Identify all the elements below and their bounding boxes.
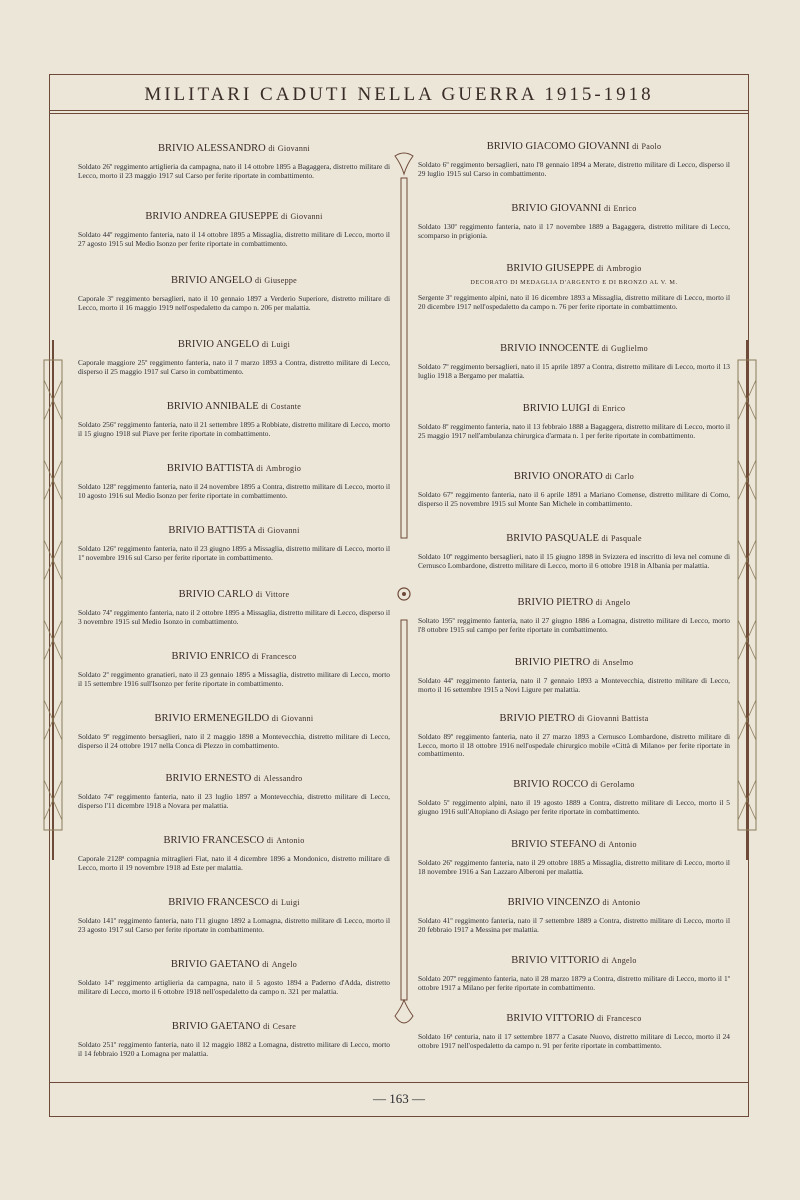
record-text: Caporale 3º reggimento bersaglieri, nato il 10 gennaio 1897 a Verderio Superiore, distretto militare di Lecco, morto il 16 maggio 1919 nell'ospedaletto da campo n. 206 per malattia.: [78, 294, 390, 312]
record-text: Soldato 6º reggimento bersaglieri, nato l'8 gennaio 1894 a Merate, distretto militare di Lecco, disperso il 29 luglio 1915 sul Carso in combattimento.: [418, 160, 730, 178]
record-text: Caporale maggiore 25º reggimento fanteria, nato il 7 marzo 1893 a Contra, distretto militare di Lecco, disperso il 25 maggio 1917 sul Carso in combattimento.: [78, 358, 390, 376]
record-text: Soldato 7º reggimento bersaglieri, nato il 15 aprile 1897 a Contra, distretto militare di Lecco, morto il 13 luglio 1918 a Bergamo per malattia.: [418, 362, 730, 380]
footer-rule: [49, 1082, 749, 1083]
decoration-note: DECORATO DI MEDAGLIA D'ARGENTO E DI BRONZO AL V. M.: [470, 279, 678, 286]
record-entry: [418, 954, 730, 992]
record-entry: [418, 202, 730, 240]
record-name: BRIVIO BATTISTA di Giovanni: [168, 525, 300, 536]
record-entry: [78, 650, 390, 688]
record-text: Soldato 26º reggimento fanteria, nato il 29 ottobre 1885 a Missaglia, distretto militare di Lecco, morto il 18 novembre 1916 a San Lazzaro Alberoni per malattia.: [418, 858, 730, 876]
record-name: BRIVIO CARLO di Vittore: [178, 589, 290, 600]
record-text: Soldato 10º reggimento bersaglieri, nato il 15 giugno 1898 in Svizzera ed inscritto di leva nel comune di Cernusco Lombardone, distretto militare di Lecco, morto il 6 ottobre 1918 in Albania per malattia.: [418, 552, 730, 570]
record-entry: [418, 778, 730, 816]
record-entry: [78, 142, 390, 180]
record-name: BRIVIO ENRICO di Francesco: [171, 651, 297, 662]
record-entry: [78, 210, 390, 248]
record-name: BRIVIO GIACOMO GIOVANNI di Paolo: [486, 141, 662, 152]
record-entry: [418, 1012, 730, 1050]
record-text: Soldato 207º reggimento fanteria, nato il 28 marzo 1879 a Contra, distretto militare di Lecco, morto il 1º ottobre 1917 a Milano per ferite riportate in combattimento.: [418, 974, 730, 992]
record-name: BRIVIO FRANCESCO di Luigi: [168, 897, 300, 908]
record-name: BRIVIO ERNESTO di Alessandro: [165, 773, 303, 784]
record-name: BRIVIO ANNIBALE di Costante: [166, 401, 302, 412]
record-name: BRIVIO PIETRO di Anselmo: [514, 657, 634, 668]
record-entry: [78, 712, 390, 750]
record-text: Soldato 16ª centuria, nato il 17 settembre 1877 a Casate Nuovo, distretto militare di Lecco, morto il 24 ottobre 1917 nell'ospedaletto da campo n. 91 per ferite riportate in combattimento.: [418, 1032, 730, 1050]
record-name: BRIVIO INNOCENTE di Guglielmo: [500, 343, 648, 354]
record-name: BRIVIO BATTISTA di Ambrogio: [166, 463, 302, 474]
record-entry: [418, 656, 730, 694]
record-text: Soldato 5º reggimento alpini, nato il 19 agosto 1889 a Contra, distretto militare di Lecco, morto il 5 giugno 1916 sull'Altopiano di Asiago per ferite riportate in combattimento.: [418, 798, 730, 816]
record-name: BRIVIO ONORATO di Carlo: [513, 471, 635, 482]
record-text: Soldato 44º reggimento fanteria, nato il 7 gennaio 1893 a Montevecchia, distretto militare di Lecco, morto il 16 settembre 1915 a Novi Ligure per malattia.: [418, 676, 730, 694]
record-entry: [418, 712, 730, 759]
record-text: Soldato 14º reggimento artiglieria da campagna, nato il 5 agosto 1894 a Paderno d'Adda, distretto militare di Lecco, morto il 6 ottobre 1918 nell'ospedaletto da campo n. 321 per malattia.: [78, 978, 390, 996]
record-entry: [418, 262, 730, 311]
record-entry: [78, 462, 390, 500]
right-flagpole-ornament: [732, 340, 762, 860]
record-text: Caporale 2128ª compagnia mitraglieri Fiat, nato il 4 dicembre 1896 a Mondonico, distretto militare di Lecco, morto il 19 novembre 1918 ad Este per malattia.: [78, 854, 390, 872]
page-title: MILITARI CADUTI NELLA GUERRA 1915-1918: [144, 84, 654, 105]
record-name: BRIVIO ROCCO di Gerolamo: [513, 779, 635, 790]
record-entry: [418, 596, 730, 634]
record-name: BRIVIO ERMENEGILDO di Giovanni: [154, 713, 314, 724]
record-text: Soldato 8º reggimento fanteria, nato il 13 febbraio 1888 a Bagaggera, distretto militare di Lecco, morto il 25 maggio 1917 nell'ambulanza chirurgica d'armata n. 1 per ferite riportate in combattimento.: [418, 422, 730, 440]
record-text: Soldato 126º reggimento fanteria, nato il 23 giugno 1895 a Missaglia, distretto militare di Lecco, morto il 1º novembre 1916 sul Carso per ferite riportate in combattimento.: [78, 544, 390, 562]
record-text: Soldato 9º reggimento bersaglieri, nato il 2 maggio 1898 a Montevecchia, distretto militare di Lecco, disperso il 24 ottobre 1917 nella Conca di Plezzo in combattimento.: [78, 732, 390, 750]
record-name: BRIVIO STEFANO di Antonio: [511, 839, 637, 850]
record-entry: [78, 588, 390, 626]
record-entry: [78, 772, 390, 810]
record-name: BRIVIO PIETRO di Giovanni Battista: [499, 713, 649, 724]
record-name: BRIVIO GIUSEPPE di Ambrogio: [506, 263, 642, 274]
record-entry: [78, 274, 390, 312]
record-name: BRIVIO ANGELO di Giuseppe: [170, 275, 298, 286]
record-text: Soldato 26º reggimento artiglieria da campagna, nato il 14 ottobre 1895 a Bagaggera, distretto militare di Lecco, morto il 23 maggio 1917 sul Carso per ferite riportate in combattimento.: [78, 162, 390, 180]
record-name: BRIVIO LUIGI di Enrico: [522, 403, 626, 414]
record-text: Soldato 89º reggimento fanteria, nato il 27 marzo 1893 a Cernusco Lombardone, distretto militare di Lecco, morto il 18 ottobre 1916 nell'ospedale chirurgico mobile «Città di Milano» per ferite riportate in combattimento.: [418, 732, 730, 759]
record-text: Soldato 74º reggimento fanteria, nato il 23 luglio 1897 a Montevecchia, distretto militare di Lecco, disperso l'11 dicembre 1918 a Novara per malattia.: [78, 792, 390, 810]
record-name: BRIVIO GAETANO di Cesare: [171, 1021, 297, 1032]
record-entry: [78, 834, 390, 872]
record-text: Soldato 251º reggimento fanteria, nato il 12 maggio 1882 a Lomagna, distretto militare di Lecco, morto il 14 febbraio 1920 a Lomagna per malattia.: [78, 1040, 390, 1058]
record-entry: [418, 140, 730, 178]
record-entry: [78, 338, 390, 376]
central-column-ornament: [393, 150, 415, 1030]
record-text: Soldato 128º reggimento fanteria, nato il 24 novembre 1895 a Contra, distretto militare di Lecco, morto il 10 agosto 1916 sul Medio Isonzo per ferite riportate in combattimento.: [78, 482, 391, 500]
page-number: — 163 —: [373, 1091, 425, 1106]
record-name: BRIVIO VINCENZO di Antonio: [507, 897, 641, 908]
header-rule-thin: [49, 113, 749, 114]
left-flagpole-ornament: [38, 340, 68, 860]
record-text: Soldato 67º reggimento fanteria, nato il 6 aprile 1891 a Mariano Comense, distretto militare di Como, disperso il 25 novembre 1915 sul Monte San Michele in combattimento.: [418, 490, 730, 508]
record-text: Soldato 141º reggimento fanteria, nato l'11 giugno 1892 a Lomagna, distretto militare di Lecco, morto il 23 agosto 1917 sul Carso per ferite riportate in combattimento.: [78, 916, 390, 934]
record-name: BRIVIO VITTORIO di Francesco: [506, 1013, 642, 1024]
record-entry: [418, 470, 730, 508]
record-text: Soltato 195º reggimento fanteria, nato il 27 giugno 1886 a Lomagna, distretto militare di Lecco, morto l'8 ottobre 1915 sul campo per ferite riportate in combattimento.: [418, 616, 730, 634]
record-text: Soldato 74º reggimento fanteria, nato il 2 ottobre 1895 a Missaglia, distretto militare di Lecco, disperso il 3 novembre 1915 sul Medio Isonzo in combattimento.: [78, 608, 390, 626]
record-name: BRIVIO GAETANO di Angelo: [170, 959, 298, 970]
record-text: Soldato 41º reggimento fanteria, nato il 7 settembre 1889 a Contra, distretto militare di Lecco, morto il 20 febbraio 1917 a Messina per malattia.: [418, 916, 730, 934]
header-rule: [49, 110, 749, 111]
record-entry: [418, 532, 730, 570]
record-text: Soldato 44º reggimento fanteria, nato il 14 ottobre 1895 a Missaglia, distretto militare di Lecco, morto il 27 agosto 1915 sul Medio Isonzo per ferite riportate in combattimento.: [78, 230, 390, 248]
record-entry: [418, 896, 730, 934]
record-entry: [78, 896, 390, 934]
record-name: BRIVIO GIOVANNI di Enrico: [511, 203, 637, 214]
record-name: BRIVIO ANDREA GIUSEPPE di Giovanni: [145, 211, 323, 222]
record-name: BRIVIO PASQUALE di Pasquale: [506, 533, 642, 544]
record-name: BRIVIO ALESSANDRO di Giovanni: [158, 143, 310, 154]
record-name: BRIVIO ANGELO di Luigi: [177, 339, 291, 350]
record-entry: [418, 402, 730, 440]
record-text: Soldato 130º reggimento fanteria, nato il 17 novembre 1889 a Bagaggera, distretto militare di Lecco, scomparso in prigionia.: [418, 222, 730, 240]
record-entry: [78, 958, 390, 996]
record-name: BRIVIO PIETRO di Angelo: [517, 597, 631, 608]
record-entry: [78, 1020, 390, 1058]
record-name: BRIVIO VITTORIO di Angelo: [511, 955, 637, 966]
record-text: Soldato 256º reggimento fanteria, nato il 21 settembre 1895 a Robbiate, distretto militare di Lecco, morto il 15 giugno 1918 sul Piave per ferite riportate in combattimento.: [78, 420, 390, 438]
record-text: Sergente 3º reggimento alpini, nato il 16 dicembre 1893 a Missaglia, distretto militare di Lecco, morto il 20 dicembre 1917 nell'ospedaletto da campo n. 76 per ferite riportate in combattimento.: [418, 293, 730, 311]
record-name: BRIVIO FRANCESCO di Antonio: [163, 835, 305, 846]
record-entry: [78, 400, 390, 438]
record-entry: [418, 838, 730, 876]
record-text: Soldato 2º reggimento granatieri, nato il 23 gennaio 1895 a Missaglia, distretto militare di Lecco, morto il 15 settembre 1916 sull'Isonzo per ferite riportate in combattimento.: [78, 670, 390, 688]
record-entry: [418, 342, 730, 380]
record-entry: [78, 524, 390, 562]
